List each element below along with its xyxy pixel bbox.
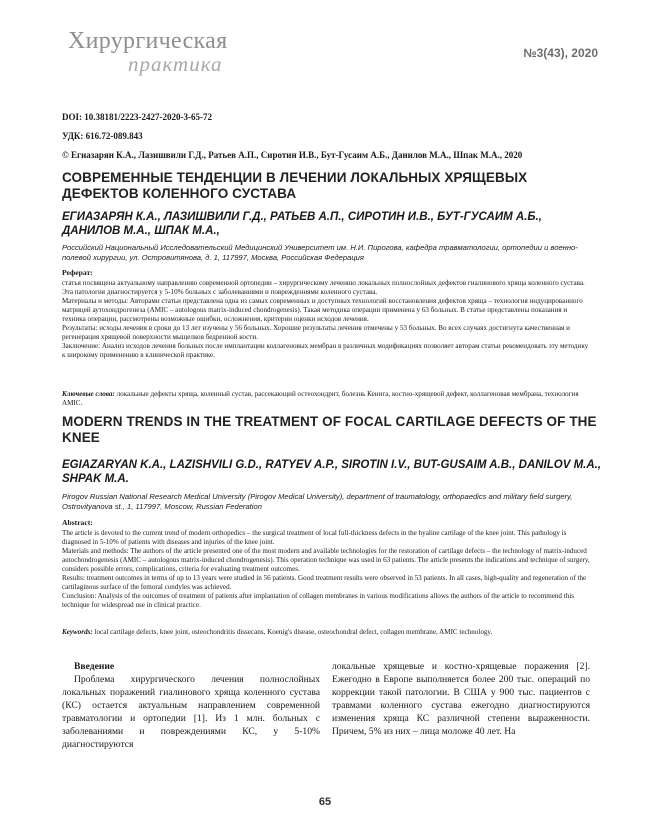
intro-paragraph: Проблема хирургического лечения полнослойных локальных поражений гиалинового хряща коленного сустава (КС) остается актуальным направлением современной травматологии и ортопедии [1]. Из 1 млн. больных с заболеваниями и повреждениями КС, у 5-10% диагностируются (62, 674, 320, 750)
udk: УДК: 616.72-089.843 (62, 131, 143, 141)
copyright: © Егиазарян К.А., Лазишвили Г.Д., Ратьев А.П., Сиротин И.В., Бут-Гусаим А.Б., Данилов М.А., Шпак М.А., 2020 (62, 150, 523, 160)
page-number: 65 (318, 796, 332, 808)
doi: DOI: 10.38181/2223-2427-2020-3-65-72 (62, 112, 212, 122)
keywords-ru-label: Ключевые слова: (62, 390, 115, 398)
abstract-heading-en: Abstract: (62, 518, 93, 527)
authors-en: EGIAZARYAN K.A., LAZISHVILI G.D., RATYEV A.P., SIROTIN I.V., BUT-GUSAIM A.B., DANILOV M.A., SHPAK M.A. (62, 459, 602, 485)
abstract-en-intro: The article is devoted to the current trend of modern orthopedics – the surgical treatment of local full-thickness defects in the hyaline cartilage of the knee joint. This pathology is diagnosed in 5-10% of patients with diseases and injuries of the knee joint. (62, 529, 567, 546)
journal-logo (68, 28, 227, 74)
abstract-ru-conclusion: Заключение: Анализ исходов лечения больных после имплантации коллагеновых мембран в различных модификациях позволяет авторам статьи рекомендовать эту методику к широкому применению в клинической практике. (62, 342, 589, 359)
abstract-ru-methods: Материалы и методы: Авторами статьи представлена одна из самых современных и доступных технологий восстановления дефектов хряща – технология индуцированного матрицей аутохондрогенеза (AMIC – autologous matrix-induced chondrogenesis). Такая методика операции применена у 63 больных. В статье представлены показания и техника операции, рассмотрены возможные ошибки, осложнения, критерии оценки исходов лечения. (62, 297, 583, 323)
authors-ru: ЕГИАЗАРЯН К.А., ЛАЗИШВИЛИ Г.Д., РАТЬЕВ А.П., СИРОТИН И.В., БУТ-ГУСАИМ А.Б., ДАНИЛОВ М.А., ШПАК М.А., (62, 211, 542, 237)
body-column-right (332, 660, 590, 738)
keywords-ru-text: локальные дефекты хряща, коленный сустав, рассекающий остеохондрит, болезнь Кенига, костно-хрящевой дефект, коллагеновая мембрана, технология AMIC. (62, 390, 579, 407)
affiliation-ru: Российский Национальный Исследовательский Медицинский Университет им. Н.И. Пирогова, кафедра травматологии, ортопедии и военно-полевой хирургии, ул. Островитянова, д. 1, 117997, Москва, Российская Федерация (62, 243, 578, 262)
affiliation-en: Pirogov Russian National Research Medical University (Pirogov Medical University), department of traumatology, orthopaedics and military field surgery, Ostrovityanova st., 1, 117997, Moscow, Russian Federation (62, 492, 573, 511)
keywords-en-label: Keywords: (62, 628, 93, 636)
keywords-en (62, 628, 590, 637)
body-column-left (62, 660, 320, 751)
abstract-en-results: Results: treatment outcomes in terms of up to 13 years were studied in 56 patients. Good treatment results were observed in 53 patients. In all cases, high-quality and regeneration of the cartilaginous surface of the femoral condyles was achieved. (62, 574, 587, 591)
body-paragraph-continued: локальные хрящевые и костно-хрящевые поражения [2]. Ежегодно в Европе выполняется более 200 тыс. операций по коррекции такой патологии. В США у 900 тыс. пациентов с травмами коленного сустава ежегодно диагностируются изменения хряща КС различной степени выраженности. Причем, 5% из них – лица моложе 40 лет. На (332, 661, 590, 737)
title-en: MODERN TRENDS IN THE TREATMENT OF FOCAL CARTILAGE DEFECTS OF THE KNEE (62, 414, 597, 445)
journal-logo-title: Хирургическая (68, 28, 228, 54)
title-ru: СОВРЕМЕННЫЕ ТЕНДЕНЦИИ В ЛЕЧЕНИИ ЛОКАЛЬНЫХ ХРЯЩЕВЫХ ДЕФЕКТОВ КОЛЕННОГО СУСТАВА (62, 170, 528, 201)
journal-logo-subtitle: практика (128, 52, 223, 76)
keywords-ru (62, 390, 590, 408)
abstract-ru-intro: статья посвящена актуальному направлению современной ортопедии – хирургическому лечению локальных полнослойных дефектов гиалинового хряща коленного сустава. Эта патология диагностируется у 5-10% больных с заболеваниями и повреждениями коленного сустава. (62, 279, 585, 296)
abstract-en-methods: Materials and methods: The authors of the article presented one of the most modern and available technologies for the restoration of cartilage defects – the technology of matrix-induced autochondrogenesis (AMIC – autologous matrix-induced chondrogenesis). This operation technique was used in 63 patients. The article presents the indications and technique of surgery, considers possible errors, complications, criteria for evaluating treatment outcomes. (62, 547, 590, 573)
abstract-en-conclusion: Conclusion: Analysis of the outcomes of treatment of patients after implantation of collagen membranes in various modifications allows the authors of the article to recommend this technique for widespread use in clinical practice. (62, 592, 575, 609)
abstract-en (62, 529, 590, 610)
keywords-en-text: local cartilage defects, knee joint, osteochondritis dissecans, Koenig's disease, osteochondral defect, collagen membrane, AMIC technology. (92, 628, 493, 636)
intro-heading: Введение (74, 661, 115, 672)
abstract-ru-results: Результаты: исходы лечения в сроки до 13 лет изучены у 56 больных. Хорошие результаты лечения отмечены у 53 больных. Во всех случаях достигнута качественная и регенерация хрящевой поверхности мыщелков бедренной кости. (62, 324, 570, 341)
abstract-ru (62, 279, 590, 360)
abstract-heading-ru: Реферат: (62, 268, 93, 277)
issue-number: №3(43), 2020 (523, 46, 598, 60)
